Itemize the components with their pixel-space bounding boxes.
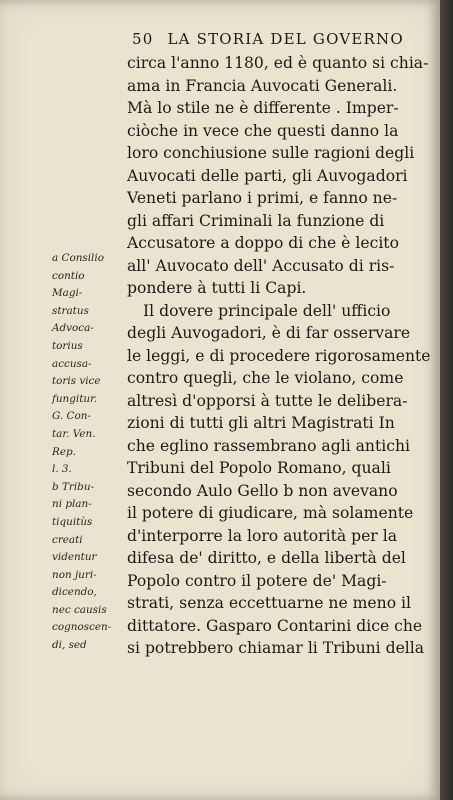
text-line: Tribuni del Popolo Romano, quali	[127, 459, 391, 477]
marginal-notes-column	[52, 250, 124, 655]
text-line: Popolo contro il potere de' Magi-	[127, 571, 387, 590]
text-line: che eglino rassembrano agli antichi	[127, 436, 410, 455]
margin-note-line: accusa-	[52, 357, 92, 370]
text-line: ciòche in vece che questi danno la	[127, 121, 399, 140]
text-line: secondo Aulo Gello b non avevano	[127, 481, 398, 500]
text-line: le leggi, e di procedere rigorosamente	[127, 346, 431, 365]
margin-note-line: b Tribu-	[52, 480, 95, 493]
text-line: Il dovere principale dell' ufficio	[143, 301, 391, 320]
margin-note-line: ni plan-	[52, 498, 92, 511]
margin-note-line: di, sed	[52, 639, 87, 652]
text-line: degli Auvogadori, è di far osservare	[127, 324, 411, 342]
margin-note-line: l. 3.	[52, 463, 72, 476]
text-line: dittatore. Gasparo Contarini dice che	[127, 616, 423, 635]
text-line: circa l'anno 1180, ed è quanto si chia-	[127, 54, 429, 72]
text-line: gli affari Criminali la funzione di	[127, 211, 385, 230]
margin-note-line: videntur	[52, 551, 97, 564]
text-line: contro quegli, che le violano, come	[127, 369, 404, 387]
margin-note-line: creati	[52, 533, 83, 546]
margin-note-line: Magi-	[52, 287, 83, 300]
text-line: pondere à tutti li Capi.	[127, 279, 307, 297]
book-spine-shadow	[440, 0, 453, 800]
running-header	[132, 30, 432, 48]
margin-note-line: Rep.	[52, 445, 76, 458]
margin-note-line: contio	[52, 269, 85, 282]
text-line: Accusatore a doppo di che è lecito	[127, 234, 399, 252]
margin-note-line: cognoscen-	[52, 621, 112, 634]
running-title: LA STORIA DEL GOVERNO	[167, 30, 404, 48]
text-line: Veneti parlano i primi, e fanno ne-	[127, 189, 398, 207]
text-line: altresì d'opporsi à tutte le delibera-	[127, 391, 408, 410]
text-line: Mà lo stile ne è differente . Imper-	[127, 99, 399, 117]
main-text-column	[127, 52, 437, 660]
margin-note-line: toris vice	[52, 375, 101, 388]
margin-note-line: non juri-	[52, 568, 97, 581]
margin-note-line: dicendo,	[52, 586, 97, 599]
page-number: 50	[132, 30, 154, 48]
margin-note-line: tar. Ven.	[52, 427, 96, 440]
text-line: difesa de' diritto, e della libertà del	[127, 549, 406, 567]
text-line: si potrebbero chiamar li Tribuni della	[127, 639, 425, 657]
margin-note-line: fungitur.	[52, 392, 98, 405]
text-line: strati, senza eccettuarne ne meno il	[127, 594, 412, 612]
margin-note-line: tiquitùs	[52, 515, 93, 528]
margin-note-line: nec causis	[52, 603, 107, 616]
margin-note-line: stratus	[52, 304, 89, 317]
text-line: il potere di giudicare, mà solamente	[127, 504, 414, 522]
text-line: ama in Francia Auvocati Generali.	[127, 76, 398, 95]
margin-note-line: Advoca-	[52, 322, 94, 335]
text-line: Auvocati delle parti, gli Auvogadori	[127, 166, 408, 185]
margin-note-line: G. Con-	[52, 410, 91, 423]
text-line: d'interporre la loro autorità per la	[127, 526, 397, 545]
margin-note-line: torius	[52, 339, 83, 352]
margin-note-line: a Consilio	[52, 252, 104, 264]
text-line: all' Auvocato dell' Accusato di ris-	[127, 256, 395, 275]
text-line: loro conchiusione sulle ragioni degli	[127, 144, 415, 162]
text-line: zioni di tutti gli altri Magistrati In	[127, 414, 395, 432]
